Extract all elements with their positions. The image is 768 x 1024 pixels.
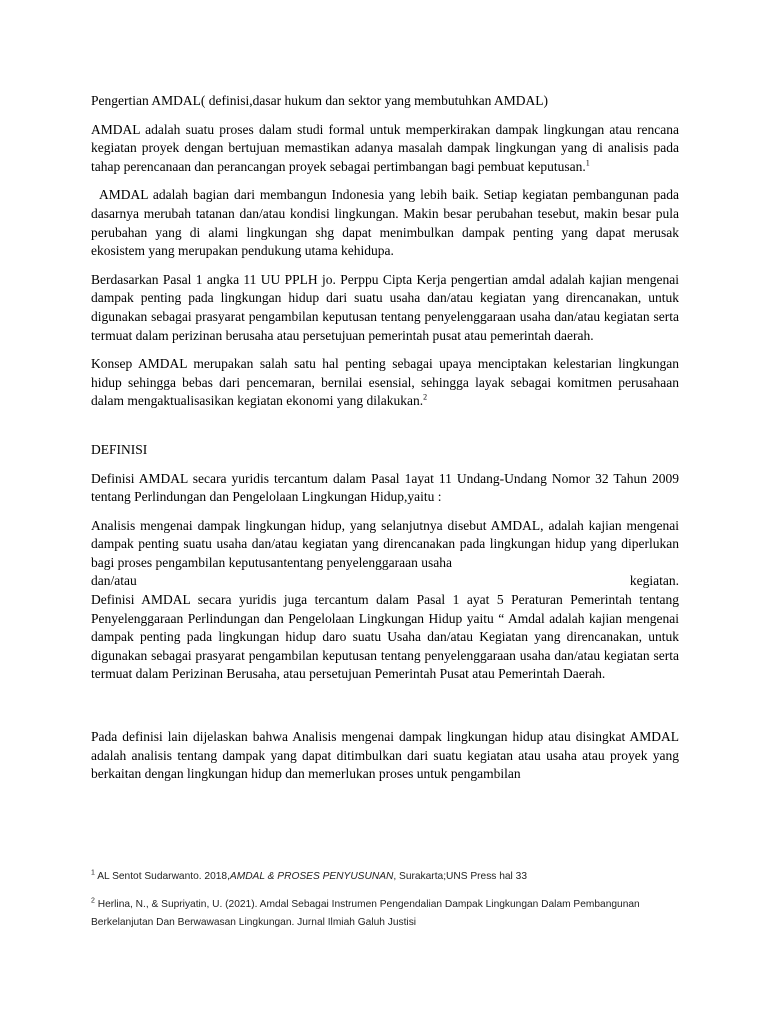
paragraph-5-last-line: dan/atau kegiatan.: [91, 573, 679, 589]
footnote-1-publisher: , Surakarta;UNS Press hal 33: [393, 871, 527, 882]
spacer: [91, 694, 679, 728]
footnote-1-book-title: AMDAL & PROSES PENYUSUNAN: [229, 871, 394, 882]
footnote-2-number: 2: [91, 897, 95, 905]
footnotes: [91, 868, 691, 932]
paragraph-1: [91, 121, 679, 177]
paragraph-5: Analisis mengenai dampak lingkungan hidup, yang selanjutnya disebut AMDAL, adalah kajian mengenai dampak penting suatu usaha dan/atau kegiatan yang direncanakan pada lingkungan hidup yang diperlukan bagi proses pengambilan keputusantentang penyelenggaraan usaha: [91, 517, 679, 570]
paragraph-7: Pada definisi lain dijelaskan bahwa Analisis mengenai dampak lingkungan hidup atau disingkat AMDAL adalah analisis tentang dampak yang dapat ditimbulkan dari suatu kegiatan atau usaha atau proyek yang berkaitan dengan lingkungan hidup dan memerlukan proses untuk pengambilan: [91, 729, 679, 782]
paragraph-3: Berdasarkan Pasal 1 angka 11 UU PPLH jo. Perppu Cipta Kerja pengertian amdal adalah kajian mengenai dampak penting pada lingkungan hidup dari suatu usaha dan/atau kegiatan yang direncanakan, untuk digunakan sebagai prasyarat pengambilan keputusan tentang penyelenggaraan usaha dan/atau kegiatan serta termuat dalam perizinan berusaha atau persetujuan pemerintah pusat atau pemerintah daerah.: [91, 271, 679, 343]
definisi-intro: Definisi AMDAL secara yuridis tercantum dalam Pasal 1ayat 11 Undang-Undang Nomor 32 Tahun 2009 tentang Perlindungan dan Pengelolaan Lingkungan Hidup,yaitu :: [91, 470, 679, 505]
footnote-2-text: Herlina, N., & Supriyatin, U. (2021). Amdal Sebagai Instrumen Pengendalian Dampak Lingkungan Dalam Pembangunan Berkelanjutan Dan Berwawasan Lingkungan. Jurnal Ilmiah Galuh Justisi: [91, 899, 640, 928]
paragraph-4: [91, 355, 679, 411]
footnote-1: [91, 868, 691, 886]
footnote-1-number: 1: [91, 869, 95, 877]
footnote-1-text: AL Sentot Sudarwanto. 2018,: [97, 871, 230, 882]
paragraph-6: Definisi AMDAL secara yuridis juga tercantum dalam Pasal 1 ayat 5 Peraturan Pemerintah tentang Penyelenggaraan Perlindungan dan Pengelolaan Lingkungan Hidup yaitu “ Amdal adalah kajian mengenai dampak penting pada lingkungan hidup daro suatu Usaha dan/atau Kegiatan yang direncanakan, untuk digunakan sebagai prasyarat pengambilan keputusan tentang penyelenggaraan usaha dan/atau kegiatan serta termuat dalam Perizinan Berusaha, atau persetujuan Pemerintah Pusat atau Pemerintah Daerah.: [91, 592, 679, 682]
footnote-2: [91, 896, 691, 932]
paragraph-2: AMDAL adalah bagian dari membangun Indonesia yang lebih baik. Setiap kegiatan pembangunan pada dasarnya merubah tatanan dan/atau kondisi lingkungan. Makin besar perubahan tesebut, makin besar pula perubahan yang di alami lingkungan shg dapat menimbulkan dampak penting yang dapat merusak ekosistem yang merupakan pendukung utama kehidupa.: [91, 187, 679, 259]
paragraph-1-text: AMDAL adalah suatu proses dalam studi formal untuk memperkirakan dampak lingkungan atau rencana kegiatan proyek dengan bertujuan memastikan adanya masalah dampak lingkungan yang di analisis pada tahap perencanaan dan perancangan proyek sebagai pertimbangan bagi pembuat keputusan.: [91, 121, 679, 174]
paragraph-4-text: Konsep AMDAL merupakan salah satu hal penting sebagai upaya menciptakan kelestarian lingkungan hidup sehingga bebas dari pencemaran, bernilai esensial, sehingga layak sebagai komitmen perusahaan dalam mengaktualisasikan kegiatan ekonomi yang dilakukan.: [91, 356, 679, 409]
footnote-ref-1[interactable]: 1: [585, 158, 590, 168]
spacer: [91, 421, 679, 441]
footnote-ref-2[interactable]: 2: [423, 392, 428, 402]
document-body: [91, 92, 679, 794]
section-heading-definisi: DEFINISI: [91, 441, 148, 457]
document-title: Pengertian AMDAL( definisi,dasar hukum dan sektor yang membutuhkan AMDAL): [91, 93, 549, 108]
